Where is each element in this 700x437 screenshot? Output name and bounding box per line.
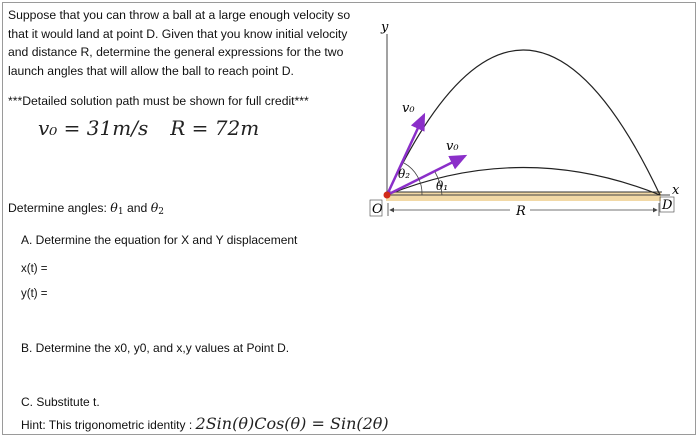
theta2-symbol: $\theta_2$ <box>150 200 164 217</box>
x-of-t-label: x(t) = <box>21 263 48 275</box>
v0-low-label: v₀ <box>446 139 459 154</box>
problem-statement: Suppose that you can throw a ball at a large enough velocity so that it would land at point D. Given that you know initial velocity and distance R, determine the general expressions for the two launch angles that will allow the ball to reach point D. <box>8 8 351 78</box>
y-of-t-label: y(t) = <box>21 288 48 300</box>
point-d-label: D <box>662 198 673 213</box>
low-trajectory <box>387 168 660 196</box>
theta1-symbol: $\theta_1$ <box>110 200 124 217</box>
ground-strip <box>386 192 661 201</box>
origin-point <box>384 192 391 199</box>
given-values <box>38 116 259 140</box>
origin-label: O <box>372 202 383 217</box>
hint-label: Hint: This trigonometric identity : <box>21 418 193 432</box>
hint-line <box>21 414 389 433</box>
theta1-label: θ₁ <box>436 179 449 193</box>
x-axis-label: x <box>672 183 680 198</box>
credit-note: ***Detailed solution path must be shown for full credit*** <box>8 94 309 108</box>
range-label: R <box>516 204 526 219</box>
trig-identity: 2Sin(θ)Cos(θ) = Sin(2θ) <box>195 414 389 433</box>
part-b: B. Determine the x0, y0, and x,y values at Point D. <box>21 341 290 355</box>
v0-high-vector <box>387 115 424 195</box>
angles-label: Determine angles: <box>8 201 107 215</box>
projectile-diagram <box>360 0 695 230</box>
given-distance: R = 72m <box>170 116 260 140</box>
part-c: C. Substitute t. <box>21 395 100 409</box>
angles-prompt <box>8 200 164 217</box>
theta2-label: θ₂ <box>398 167 411 181</box>
and-word: and <box>126 201 148 215</box>
v0-high-label: v₀ <box>402 101 415 116</box>
part-a: A. Determine the equation for X and Y displacement <box>21 233 298 247</box>
y-axis-label: y <box>381 20 389 35</box>
given-velocity: v₀ = 31m/s <box>38 116 149 140</box>
